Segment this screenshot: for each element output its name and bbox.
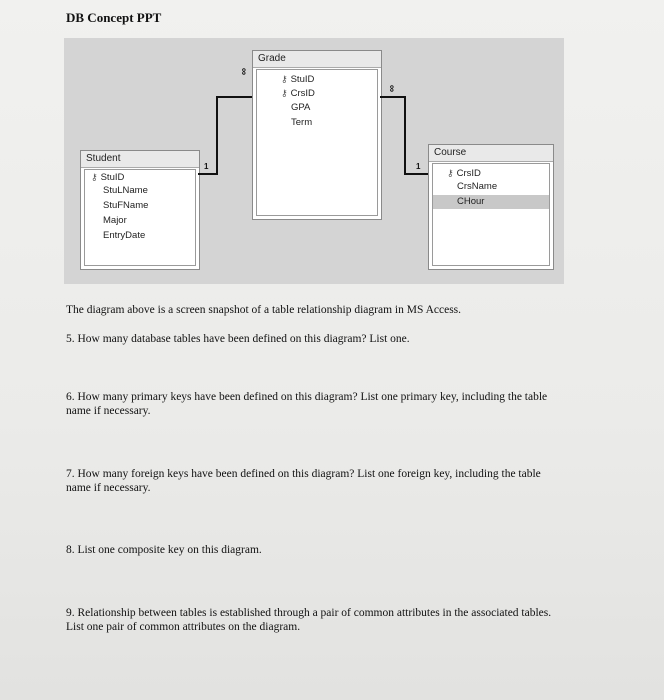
relationship-line[interactable]: [404, 173, 428, 175]
table-course-field-list: [432, 163, 550, 266]
relationship-line[interactable]: [380, 96, 406, 98]
relationship-diagram: [64, 38, 564, 284]
question-8: 8. List one composite key on this diagram.: [66, 544, 262, 556]
relationship-line[interactable]: [198, 173, 218, 175]
field-grade-stuid[interactable]: ⚷ StuID: [281, 74, 315, 85]
relationship-line[interactable]: [216, 96, 252, 98]
question-7-line-1: 7. How many foreign keys have been defined on this diagram? List one foreign key, including the table: [66, 468, 541, 480]
question-6-line-2: name if necessary.: [66, 405, 151, 417]
table-student-field-list: [84, 169, 196, 266]
cardinality-one-label: 1: [416, 162, 421, 171]
table-course[interactable]: [428, 144, 554, 270]
question-9: [66, 606, 626, 634]
field-course-chour[interactable]: CHour: [433, 195, 549, 209]
primary-key-icon: ⚷: [447, 168, 454, 178]
field-student-major[interactable]: Major: [103, 215, 127, 226]
question-7: [66, 467, 626, 495]
field-grade-gpa[interactable]: GPA: [291, 102, 311, 113]
primary-key-icon: ⚷: [281, 74, 288, 84]
cardinality-many-label: ∞: [386, 84, 398, 93]
question-6: [66, 390, 626, 418]
field-course-crsname[interactable]: CrsName: [457, 181, 498, 192]
cardinality-one-label: 1: [204, 162, 209, 171]
table-grade-title: Grade: [253, 51, 381, 68]
field-course-crsid[interactable]: ⚷ CrsID: [447, 168, 481, 179]
question-9-line-2: List one pair of common attributes on the diagram.: [66, 621, 301, 633]
question-7-line-2: name if necessary.: [66, 482, 151, 494]
field-student-stufname[interactable]: StuFName: [103, 200, 149, 211]
table-student[interactable]: [80, 150, 200, 270]
table-student-title: Student: [81, 151, 199, 168]
primary-key-icon: ⚷: [91, 172, 98, 182]
field-grade-term[interactable]: Term: [291, 117, 313, 128]
diagram-description: The diagram above is a screen snapshot of a table relationship diagram in MS Access.: [66, 304, 462, 316]
primary-key-icon: ⚷: [281, 88, 288, 98]
table-course-title: Course: [429, 145, 553, 162]
field-student-stulname[interactable]: StuLName: [103, 185, 148, 196]
table-grade[interactable]: [252, 50, 382, 220]
question-9-line-1: 9. Relationship between tables is established through a pair of common attributes in the associated tables.: [66, 607, 552, 619]
cardinality-many-label: ∞: [238, 67, 250, 76]
field-grade-crsid[interactable]: ⚷ CrsID: [281, 88, 315, 99]
table-grade-field-list: [256, 69, 378, 216]
relationship-line[interactable]: [216, 96, 218, 175]
document-title: DB Concept PPT: [66, 10, 162, 25]
question-6-line-1: 6. How many primary keys have been defined on this diagram? List one primary key, including the table: [66, 391, 548, 403]
question-5: 5. How many database tables have been defined on this diagram? List one.: [66, 333, 410, 345]
field-student-entrydate[interactable]: EntryDate: [103, 230, 146, 241]
field-student-stuid[interactable]: ⚷ StuID: [91, 172, 125, 183]
relationship-line[interactable]: [404, 96, 406, 175]
